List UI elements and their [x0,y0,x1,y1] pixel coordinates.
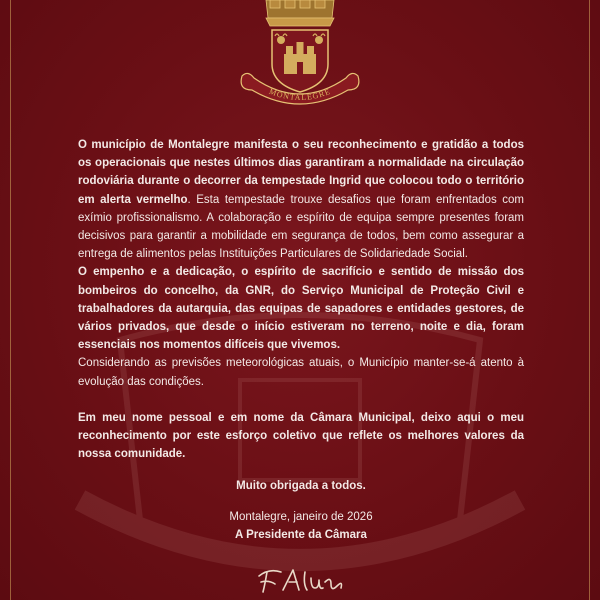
handwritten-signature [255,562,347,598]
paragraph-2: O empenho e a dedicação, o espírito de sacrifício e sentido de missão dos bombeiros do concelho, da GNR, do Serviço Municipal de Proteção Civil e trabalhadores da autarquia, das equipas de sapadores e entidades gestores, de vários privados, que desde o início estiveram no terreno, noite e dia, foram essenciais nos momentos difíceis que vivemos. [78,266,524,352]
paragraph-1-regular: . Esta tempestade trouxe desafios que foram enfrentados com exímio profissionalismo. A colaboração e espírito de equipa sempre presentes foram decisivos para garantir a mobilidade em segurança de todos, bem como assegurar a entrega de alimentos pelas Instituições Particulares de Solidariedade Social. [78,193,524,261]
closing-thanks: Muito obrigada a todos. [236,480,366,493]
paragraph-3: Considerando as previsões meteorológicas atuais, o Município manter-se-á atento à evolução das condições. [78,357,524,388]
letter-body [78,136,524,544]
crest-label: MONTALEGRE [267,86,333,103]
montalegre-crest-logo [228,0,372,115]
paragraph-1-bold: O município de Montalegre manifesta o seu reconhecimento e gratidão a todos os operacionais que nestes últimos dias garantiram a normalidade na circulação rodoviária durante o decorrer da tempestade Ingrid que colocou todo o território em alerta vermelho [78,139,524,206]
place-date: Montalegre, janeiro de 2026 [229,510,373,523]
paragraph-1 [78,136,524,263]
signatory-title: A Presidente da Câmara [235,528,367,541]
paragraph-4: Em meu nome pessoal e em nome da Câmara Municipal, deixo aqui o meu reconhecimento por este esforço coletivo que reflete os melhores valores da nossa comunidade. [78,411,524,461]
